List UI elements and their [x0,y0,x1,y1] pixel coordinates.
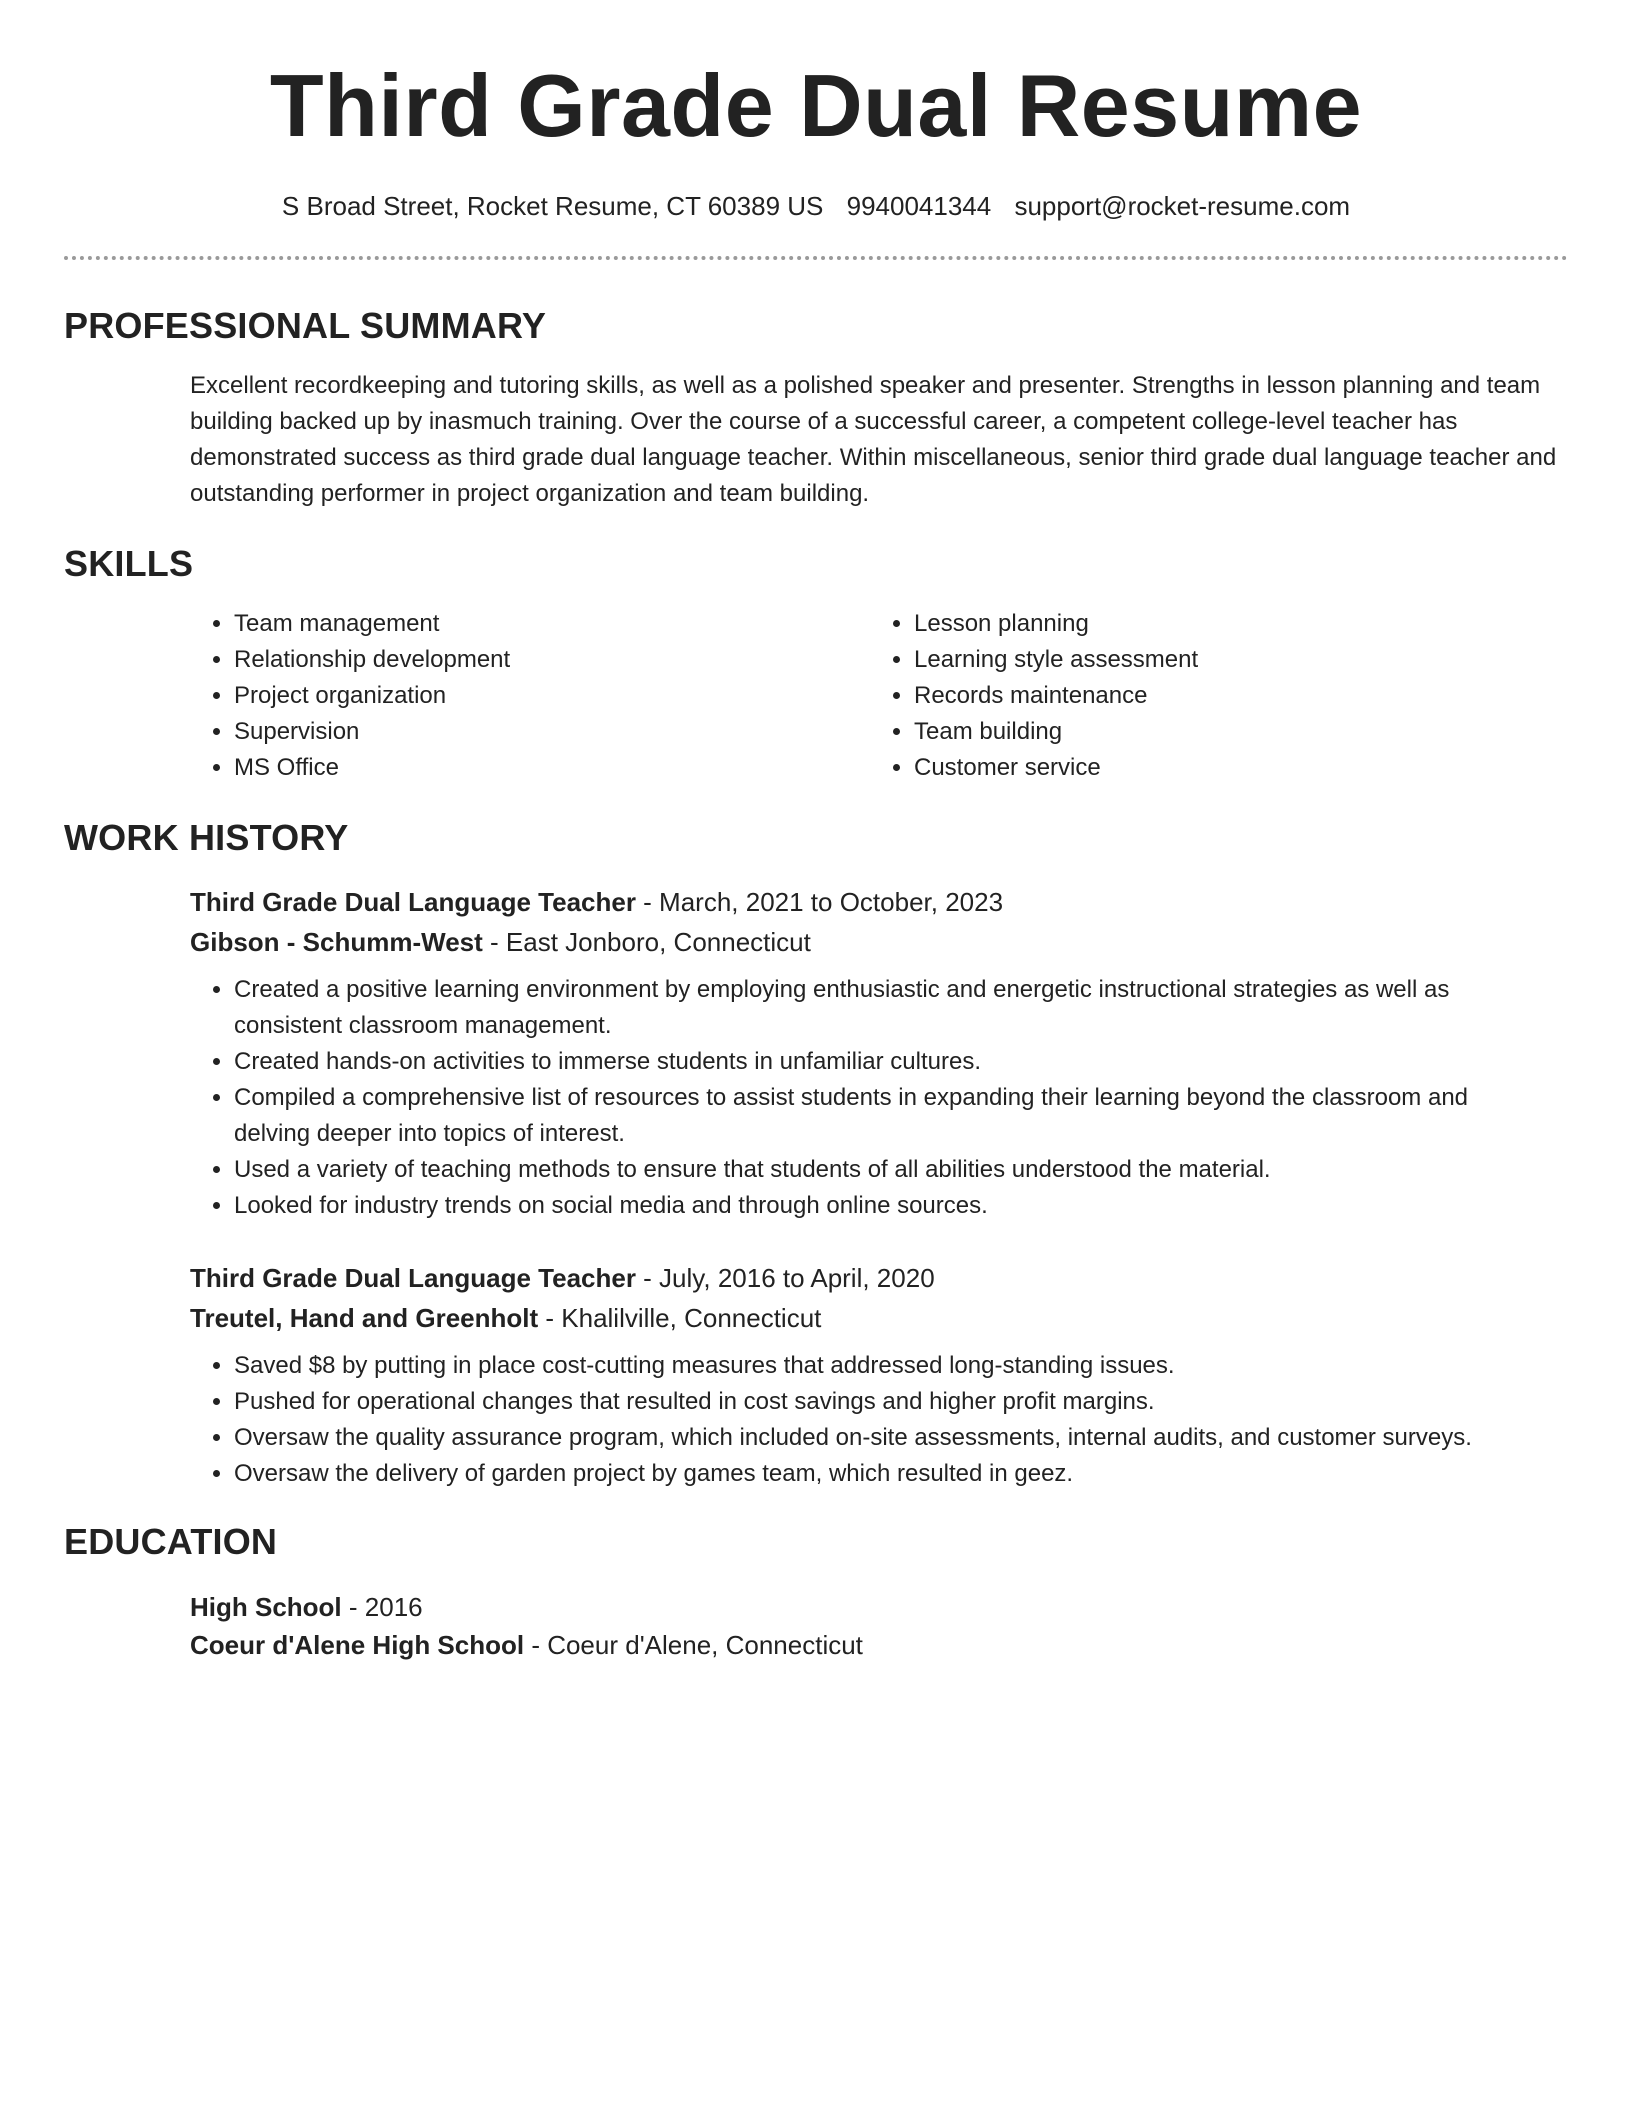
education-entry [190,1588,1568,1664]
skills-column-right [870,606,1550,786]
contact-address: S Broad Street, Rocket Resume, CT 60389 US [281,191,824,221]
skills-column-left [190,606,870,786]
job-company-line [190,922,1568,962]
section-title-work-history: WORK HISTORY [64,817,349,858]
job-bullets [190,972,1568,1224]
skill-item: • Records maintenance [914,678,1550,714]
skill-item: • Supervision [234,714,870,750]
job-bullet: • Created a positive learning environment by employing enthusiastic and energetic instructional strategies as well as consistent classroom management. [234,972,1568,1044]
education-degree: High School [190,1592,342,1622]
skill-item: • Lesson planning [914,606,1550,642]
skill-item: • Customer service [914,750,1550,786]
job-location: - Khalilville, Connecticut [538,1303,822,1333]
job-bullet: • Compiled a comprehensive list of resources to assist students in expanding their learning beyond the classroom and delving deeper into topics of interest. [234,1080,1568,1152]
education-year: - 2016 [341,1592,423,1622]
job-bullet: • Pushed for operational changes that resulted in cost savings and higher profit margins. [234,1384,1568,1420]
job-role: Third Grade Dual Language Teacher [190,1263,636,1293]
job-bullet: • Saved $8 by putting in place cost-cutting measures that addressed long-standing issues. [234,1348,1568,1384]
job-bullet: • Oversaw the quality assurance program, which included on-site assessments, internal audits, and customer surveys. [234,1420,1568,1456]
section-title-skills: SKILLS [64,543,194,584]
skill-item: • Project organization [234,678,870,714]
job-entry [190,882,1568,1224]
job-dates: - March, 2021 to October, 2023 [635,887,1004,917]
skill-item: • Relationship development [234,642,870,678]
contact-line [64,190,1568,222]
job-company: Gibson - Schumm-West [190,927,483,957]
job-title-line [190,882,1568,922]
job-bullets [190,1348,1568,1492]
header-divider [64,256,1568,260]
education-school: Coeur d'Alene High School [190,1630,525,1660]
job-bullet: • Looked for industry trends on social media and through online sources. [234,1188,1568,1224]
job-entry [190,1258,1568,1492]
job-company: Treutel, Hand and Greenholt [190,1303,539,1333]
education-location: - Coeur d'Alene, Connecticut [524,1630,863,1660]
skills-list [190,606,1568,786]
job-bullet: • Created hands-on activities to immerse students in unfamiliar cultures. [234,1044,1568,1080]
contact-phone: 9940041344 [846,191,992,221]
job-bullet: • Oversaw the delivery of garden project by games team, which resulted in geez. [234,1456,1568,1492]
summary-text: Excellent recordkeeping and tutoring skills, as well as a polished speaker and presenter. Strengths in lesson planning and team building backed up by inasmuch training. Over the course of a successful career, a competent college-level teacher has demonstrated success as third grade dual language teacher. Within miscellaneous, senior third grade dual language teacher and outstanding performer in project organization and team building. [190,372,1557,507]
section-title-education: EDUCATION [64,1521,278,1562]
job-title-line [190,1258,1568,1298]
resume-name: Third Grade Dual Resume [269,56,1363,155]
section-title-summary: PROFESSIONAL SUMMARY [64,305,547,346]
job-location: - East Jonboro, Connecticut [482,927,811,957]
job-role: Third Grade Dual Language Teacher [190,887,636,917]
skill-item: • Team management [234,606,870,642]
job-company-line [190,1298,1568,1338]
skill-item: • Team building [914,714,1550,750]
job-bullet: • Used a variety of teaching methods to ensure that students of all abilities understood the material. [234,1152,1568,1188]
education-school-line [190,1626,1568,1664]
education-degree-line [190,1588,1568,1626]
skill-item: • MS Office [234,750,870,786]
skill-item: • Learning style assessment [914,642,1550,678]
contact-email: support@rocket-resume.com [1014,191,1351,221]
job-dates: - July, 2016 to April, 2020 [635,1263,935,1293]
